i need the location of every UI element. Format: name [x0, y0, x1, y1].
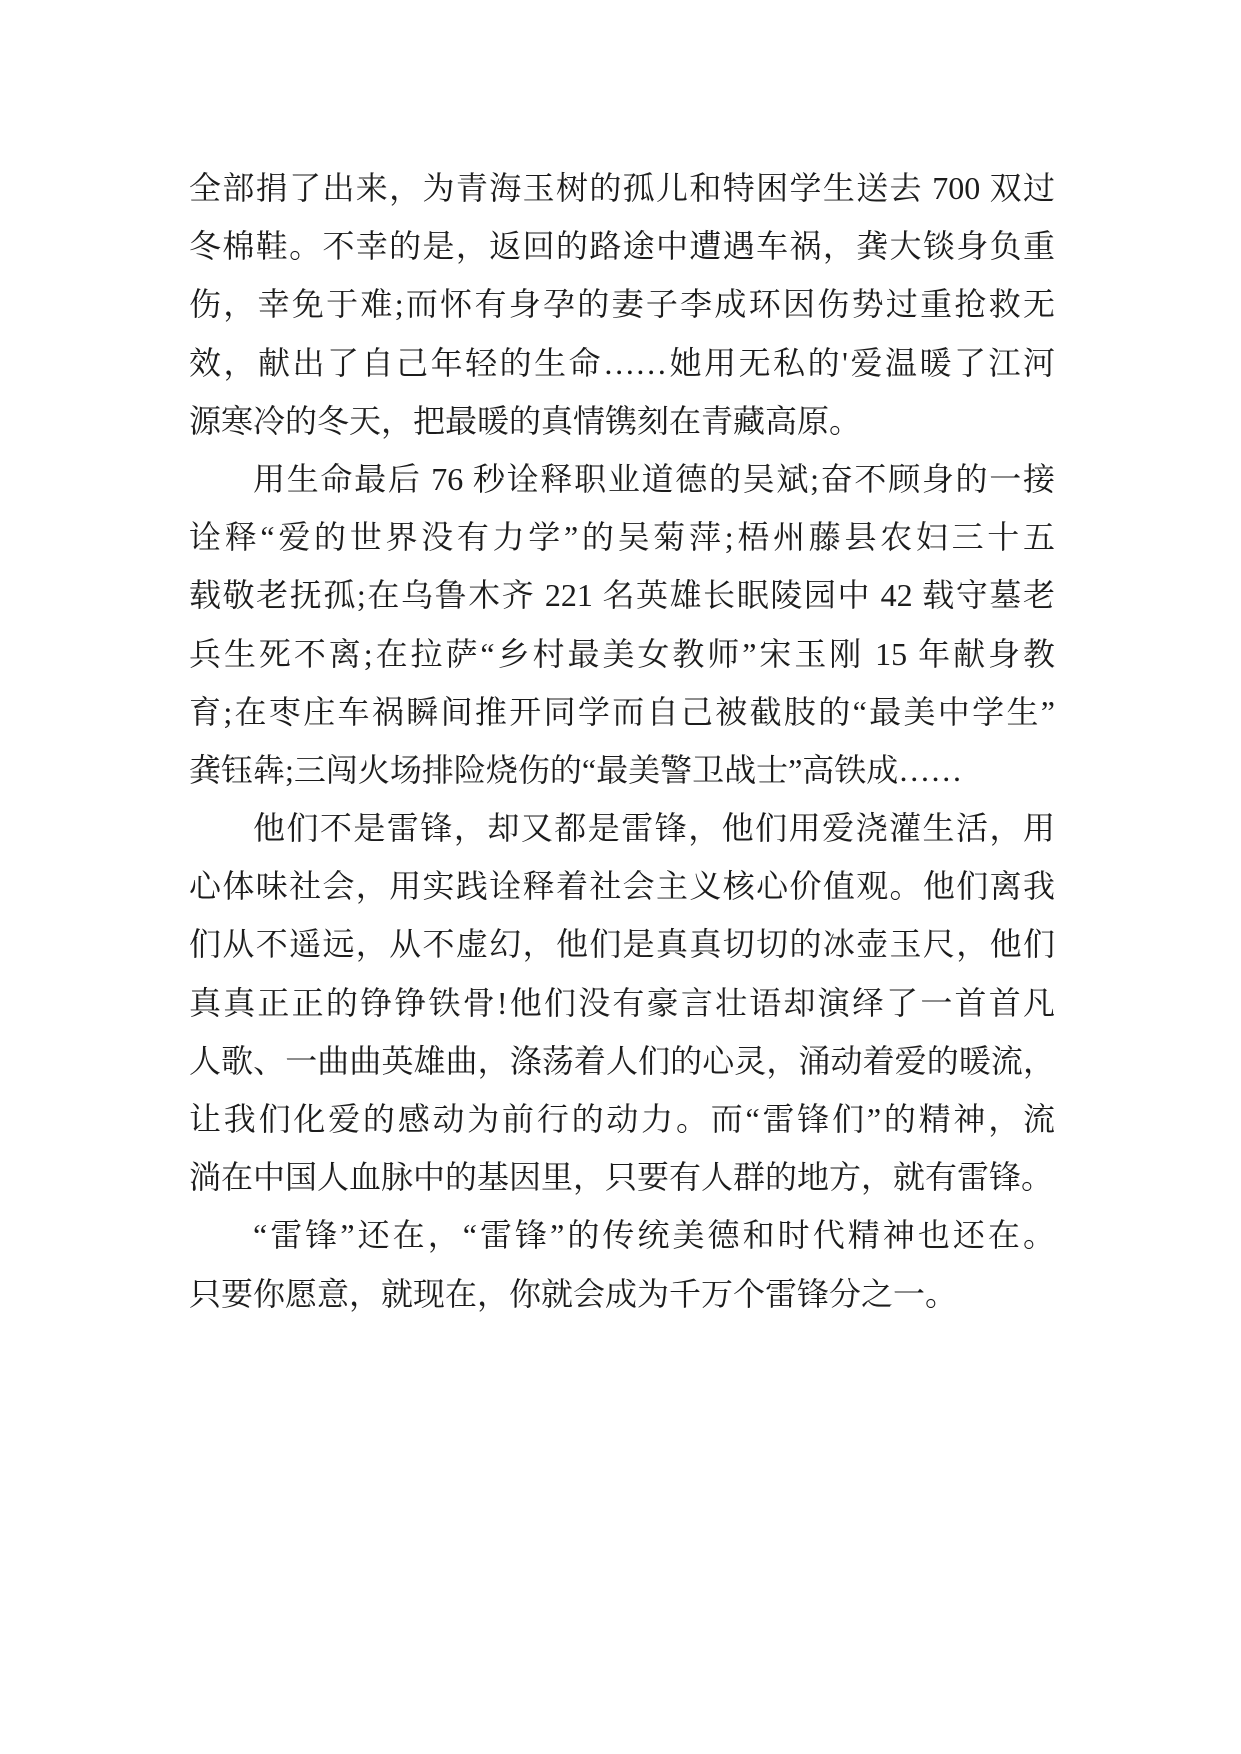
- text-line: 他们不是雷锋，却又都是雷锋，他们用爱浇灌生活，用: [253, 810, 1055, 847]
- text-line: 让我们化爱的感动为前行的动力。而“雷锋们”的精神，流: [189, 1101, 1055, 1137]
- text-line: 冬棉鞋。不幸的是，返回的路途中遭遇车祸，龚大锬身负重: [189, 228, 1055, 265]
- text-line: 载敬老抚孤;在乌鲁木齐 221 名英雄长眠陵园中 42 载守墓老: [189, 577, 1055, 614]
- text-line: 真真正正的铮铮铁骨!他们没有豪言壮语却演绎了一首首凡: [189, 984, 1055, 1021]
- text-line: 用生命最后 76 秒诠释职业道德的吴斌;奋不顾身的一接: [253, 460, 1055, 497]
- text-line: “雷锋”还在，“雷锋”的传统美德和时代精神也还在。: [253, 1217, 1055, 1254]
- paragraph-4: [189, 1206, 1055, 1322]
- text-line: 育;在枣庄车祸瞬间推开同学而自己被截肢的“最美中学生”: [189, 693, 1055, 730]
- text-line: 诠释“爱的世界没有力学”的吴菊萍;梧州藤县农妇三十五: [189, 519, 1055, 556]
- text-line: 龚钰犇;三闯火场排险烧伤的“最美警卫战士”高铁成……: [189, 751, 963, 788]
- text-line: 心体味社会，用实践诠释着社会主义核心价值观。他们离我: [189, 868, 1055, 905]
- paragraph-1: [189, 159, 1055, 450]
- text-line: 伤，幸免于难;而怀有身孕的妻子李成环因伤势过重抢救无: [189, 286, 1055, 323]
- text-line: 淌在中国人血脉中的基因里，只要有人群的地方，就有雷锋。: [189, 1159, 1054, 1196]
- text-line: 们从不遥远，从不虚幻，他们是真真切切的冰壶玉尺，他们: [189, 926, 1055, 963]
- paragraph-2: [189, 450, 1055, 799]
- text-line: 兵生死不离;在拉萨“乡村最美女教师”宋玉刚 15 年献身教: [189, 635, 1055, 672]
- text-line: 效，献出了自己年轻的生命……她用无私的'爱温暖了江河: [189, 344, 1055, 381]
- text-line: 人歌、一曲曲英雄曲，涤荡着人们的心灵，涌动着爱的暖流，: [189, 1042, 1055, 1079]
- text-line: 源寒冷的冬天，把最暖的真情镌刻在青藏高原。: [189, 402, 862, 439]
- text-line: 只要你愿意，就现在，你就会成为千万个雷锋分之一。: [189, 1275, 958, 1312]
- document-body: [189, 159, 1055, 1323]
- paragraph-3: [189, 799, 1055, 1206]
- text-line: 全部捐了出来，为青海玉树的孤儿和特困学生送去 700 双过: [189, 170, 1055, 206]
